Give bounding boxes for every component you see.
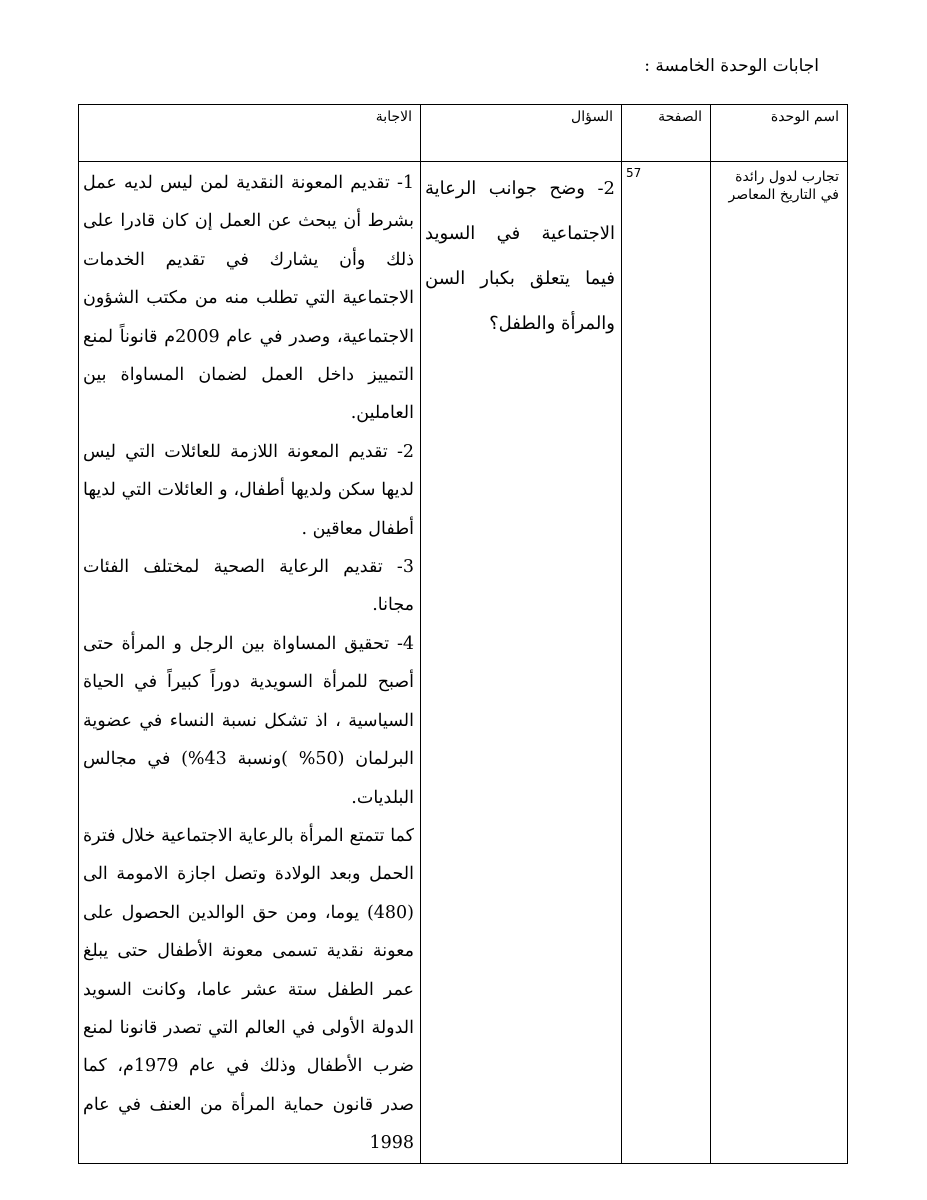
answer-item-1: 1- تقديم المعونة النقدية لمن ليس لديه عمل بشرط أن يبحث عن العمل إن كان قادرا على ذلك وأن يشارك في تقديم الخدمات الاجتماعية التي تطلب منه من مكتب الشؤون الاجتماعية، وصدر في عام 2009م قانوناً لمنع التمييز داخل العمل لضمان المساواة بين العاملين. <box>83 173 414 424</box>
header-page: الصفحة <box>622 105 711 162</box>
header-unit-name: اسم الوحدة <box>711 105 848 162</box>
answer-item-4: 4- تحقيق المساواة بين الرجل و المرأة حتى أصبح للمرأة السويدية دوراً كبيراً في الحياة السياسية ، اذ تشكل نسبة النساء في عضوية البرلمان (50% )ونسبة 43%) في مجالس البلديات. <box>83 633 414 808</box>
unit-cell <box>711 162 848 1164</box>
page-number: 57 <box>626 166 642 180</box>
table-row <box>79 162 848 1164</box>
table-header-row <box>79 105 848 162</box>
answer-body <box>79 162 420 1163</box>
answer-cell <box>79 162 421 1164</box>
unit-name: تجارب لدول رائدة في التاريخ المعاصر <box>728 169 839 203</box>
answer-item-2: 2- تقديم المعونة اللازمة للعائلات التي ليس لديها سكن ولديها أطفال، و العائلات التي لديها أطفال معاقين . <box>83 441 414 539</box>
answers-table <box>78 104 848 1164</box>
answer-item-3: 3- تقديم الرعاية الصحية لمختلف الفئات مجانا. <box>83 557 414 616</box>
header-question: السؤال <box>421 105 622 162</box>
header-answer: الاجابة <box>79 105 421 162</box>
page-cell <box>622 162 711 1164</box>
page-title: اجابات الوحدة الخامسة : <box>644 56 819 76</box>
question-cell <box>421 162 622 1164</box>
question-text: 2- وضح جوانب الرعاية الاجتماعية في السويد فيما يتعلق بكبار السن والمرأة والطفل؟ <box>425 178 615 334</box>
answer-paragraph: كما تتمتع المرأة بالرعاية الاجتماعية خلال فترة الحمل وبعد الولادة وتصل اجازة الامومة الى (480) يوما، ومن حق الوالدين الحصول على معونة نقدية تسمى معونة الأطفال حتى يبلغ عمر الطفل ستة عشر عاما، وكانت السويد الدولة الأولى في العالم التي تصدر قانونا لمنع ضرب الأطفال وذلك في عام 1979م، كما صدر قانون حماية المرأة من العنف في عام 1998 <box>83 825 415 1154</box>
